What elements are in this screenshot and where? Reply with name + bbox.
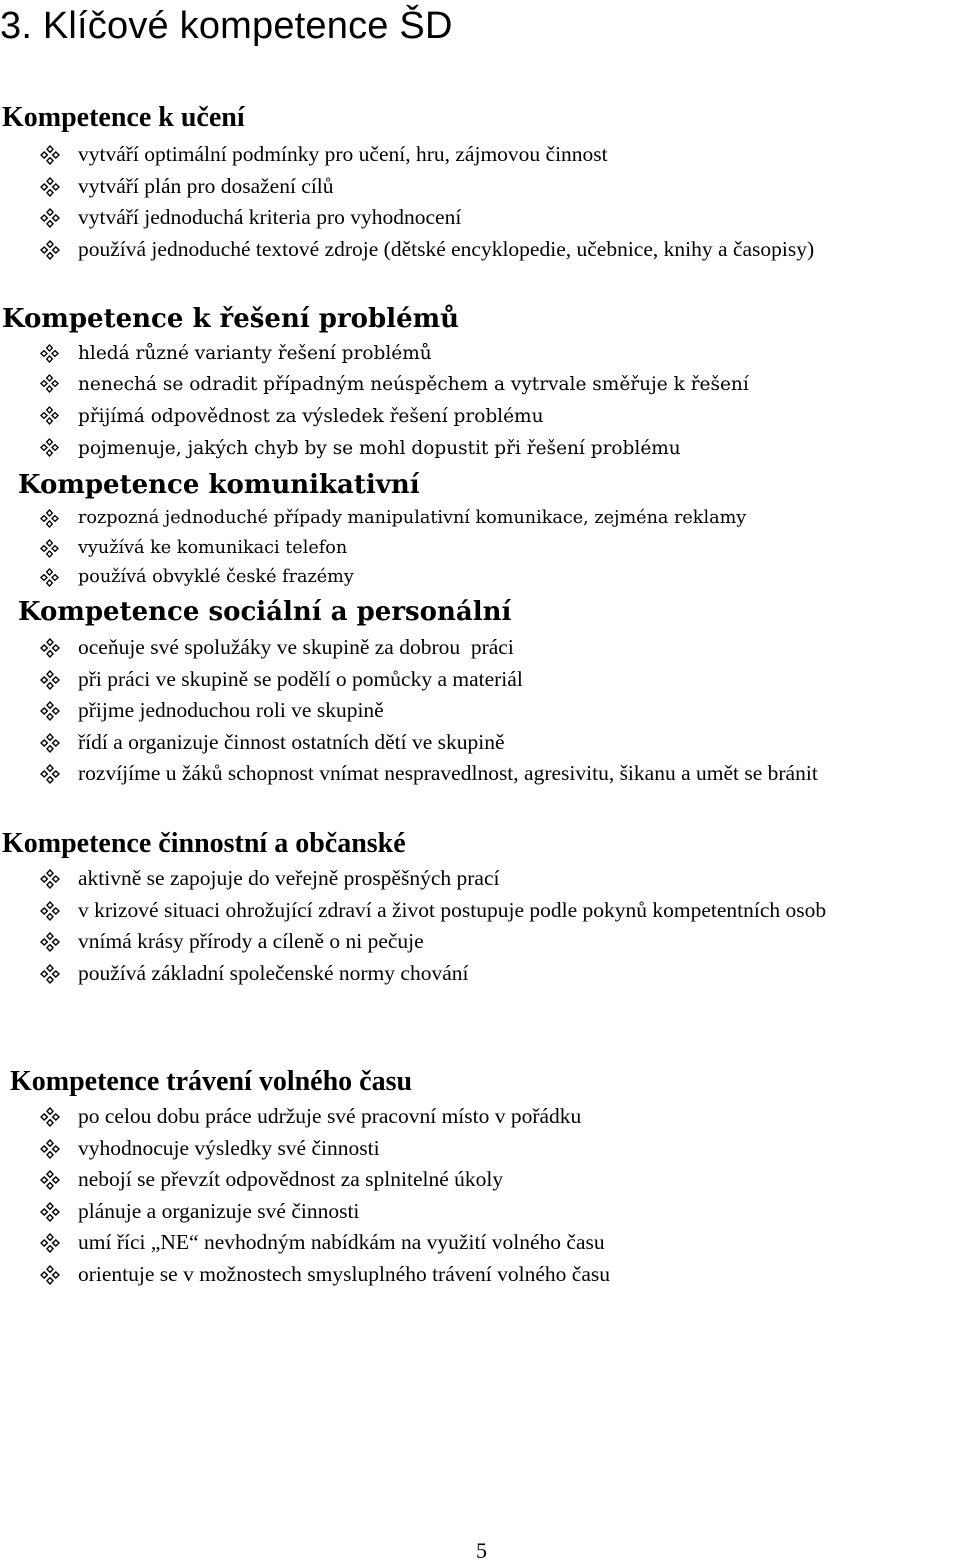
list-item: rozpozná jednoduché případy manipulativní komunikace, zejména reklamy [0,504,960,534]
section-heading-learning: Kompetence k učení [2,102,245,133]
section-list-problem-solving [0,339,960,465]
list-item: vytváří jednoduchá kriteria pro vyhodnocení [0,202,960,234]
list-item: plánuje a organizuje své činnosti [0,1196,960,1228]
four-diamond-bullet-icon [40,344,59,363]
section-list-civic [0,863,960,989]
list-item: orientuje se v možnostech smysluplného trávení volného času [0,1259,960,1291]
four-diamond-bullet-icon [40,733,60,753]
list-item: rozvíjíme u žáků schopnost vnímat nespravedlnost, agresivitu, šikanu a umět se bránit [0,758,960,790]
section-heading-civic: Kompetence činnostní a občanské [2,828,406,859]
four-diamond-bullet-icon [40,509,59,528]
list-item: využívá ke komunikaci telefon [0,534,960,564]
section-heading-leisure: Kompetence trávení volného času [10,1066,413,1097]
list-item: řídí a organizuje činnost ostatních dětí ve skupině [0,727,960,759]
list-item: pojmenuje, jakých chyb by se mohl dopustit při řešení problému [0,433,960,465]
four-diamond-bullet-icon [40,406,59,425]
list-item: nebojí se převzít odpovědnost za splnitelné úkoly [0,1164,960,1196]
four-diamond-bullet-icon [40,1202,60,1222]
list-item: vyhodnocuje výsledky své činnosti [0,1133,960,1165]
four-diamond-bullet-icon [40,638,60,658]
list-item: přijímá odpovědnost za výsledek řešení problému [0,401,960,433]
four-diamond-bullet-icon [40,240,60,260]
list-item: po celou dobu práce udržuje své pracovní místo v pořádku [0,1101,960,1133]
four-diamond-bullet-icon [40,374,59,393]
four-diamond-bullet-icon [40,701,60,721]
list-item: vytváří plán pro dosažení cílů [0,171,960,203]
four-diamond-bullet-icon [40,208,60,228]
list-item: používá obvyklé české frazémy [0,563,960,593]
section-heading-social: Kompetence sociální a personální [18,597,512,627]
four-diamond-bullet-icon [40,1265,60,1285]
four-diamond-bullet-icon [40,1170,60,1190]
four-diamond-bullet-icon [40,145,60,165]
four-diamond-bullet-icon [40,1233,60,1253]
four-diamond-bullet-icon [40,964,60,984]
four-diamond-bullet-icon [40,1107,60,1127]
four-diamond-bullet-icon [40,438,59,457]
list-item: přijme jednoduchou roli ve skupině [0,695,960,727]
four-diamond-bullet-icon [40,1139,60,1159]
page-number: 5 [476,1538,487,1563]
document-title: 3. Klíčové kompetence ŠD [0,5,453,47]
list-item: aktivně se zapojuje do veřejně prospěšných prací [0,863,960,895]
section-list-learning [0,139,960,265]
four-diamond-bullet-icon [40,539,59,558]
list-item: oceňuje své spolužáky ve skupině za dobrou práci [0,632,960,664]
four-diamond-bullet-icon [40,670,60,690]
list-item: vnímá krásy přírody a cíleně o ni pečuje [0,926,960,958]
list-item: umí říci „NE“ nevhodným nabídkám na využití volného času [0,1227,960,1259]
list-item: nenechá se odradit případným neúspěchem a vytrvale směřuje k řešení [0,369,960,401]
list-item: při práci ve skupině se podělí o pomůcky a materiál [0,664,960,696]
four-diamond-bullet-icon [40,932,60,952]
section-list-leisure [0,1101,960,1291]
section-list-social [0,632,960,790]
four-diamond-bullet-icon [40,901,60,921]
list-item: hledá různé varianty řešení problémů [0,339,960,369]
four-diamond-bullet-icon [40,177,60,197]
list-item: používá základní společenské normy chování [0,958,960,990]
section-heading-problem-solving: Kompetence k řešení problémů [2,304,460,334]
four-diamond-bullet-icon [40,764,60,784]
section-list-communicative [0,504,960,593]
four-diamond-bullet-icon [40,568,59,587]
list-item: vytváří optimální podmínky pro učení, hru, zájmovou činnost [0,139,960,171]
list-item: používá jednoduché textové zdroje (dětské encyklopedie, učebnice, knihy a časopisy) [0,234,960,266]
section-heading-communicative: Kompetence komunikativní [18,470,420,500]
list-item: v krizové situaci ohrožující zdraví a život postupuje podle pokynů kompetentních osob [0,895,960,927]
four-diamond-bullet-icon [40,869,60,889]
